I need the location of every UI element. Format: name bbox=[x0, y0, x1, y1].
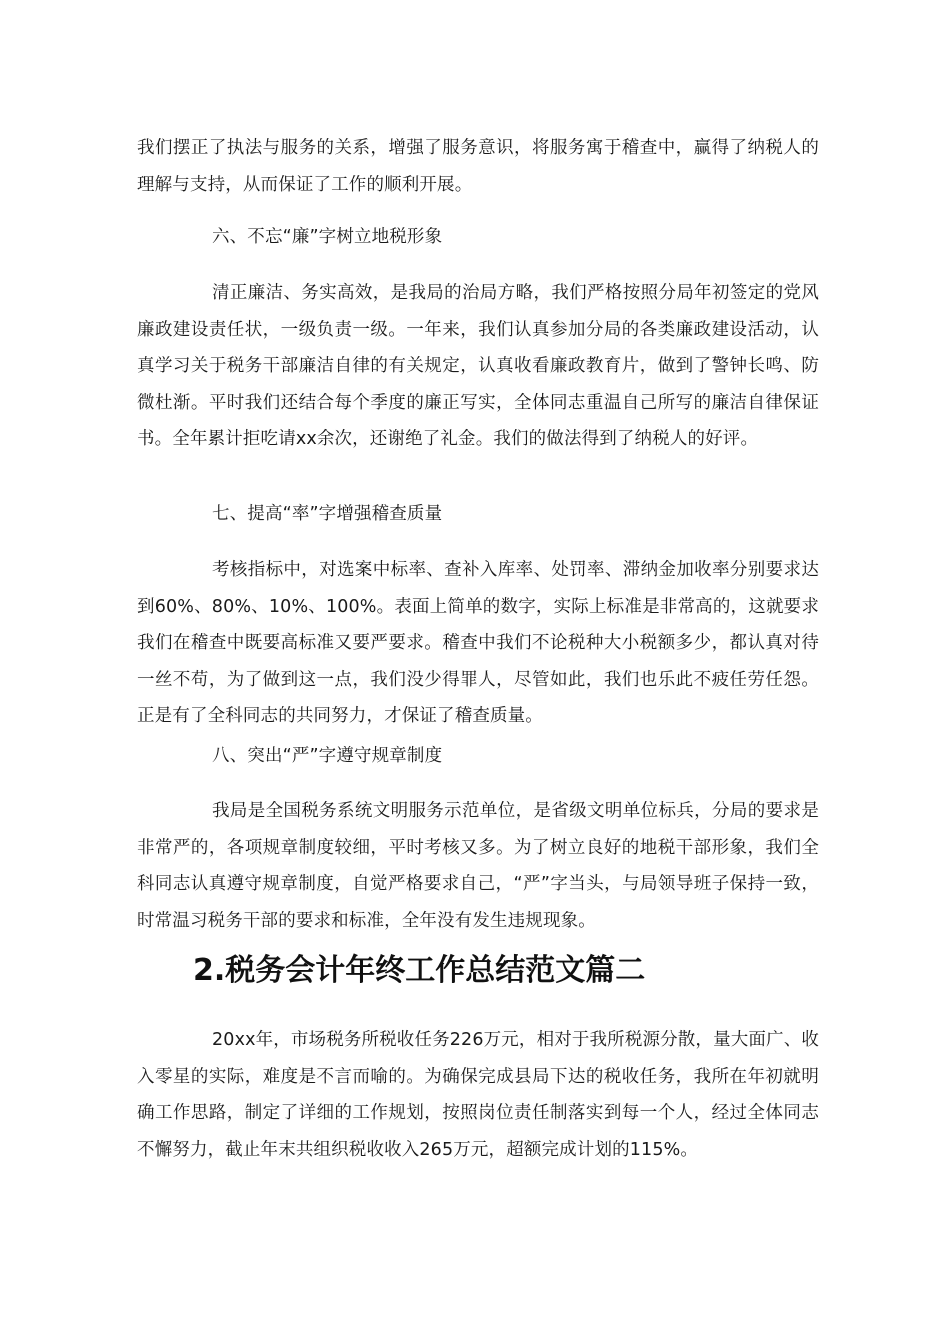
heading-section-eight: 八、突出“严”字遵守规章制度 bbox=[212, 746, 443, 766]
paragraph-integrity: 清正廉洁、务实高效，是我局的治局方略，我们严格按照分局年初签定的党风廉政建设责任状，一级负责一级。一年来，我们认真参加分局的各类廉政建设活动，认真学习关于税务干部廉洁自律的有关规定，认真收看廉政教育片，做到了警钟长鸣、防微杜渐。平时我们还结合每个季度的廉正写实，全体同志重温自己所写的廉洁自律保证书。全年累计拒吃请xx余次，还谢绝了礼金。我们的做法得到了纳税人的好评。 bbox=[137, 283, 819, 449]
paragraph-audit-quality: 考核指标中，对选案中标率、查补入库率、处罚率、滞纳金加收率分别要求达到60%、80%、10%、100%。表面上简单的数字，实际上标准是非常高的，这就要求我们在稽查中既要高标准又要严要求。稽查中我们不论税种大小税额多少，都认真对待一丝不苟，为了做到这一点，我们没少得罪人，尽管如此，我们也乐此不疲任劳任怨。正是有了全科同志的共同努力，才保证了稽查质量。 bbox=[137, 560, 819, 726]
paragraph-service-relation: 我们摆正了执法与服务的关系，增强了服务意识，将服务寓于稽查中，赢得了纳税人的理解与支持，从而保证了工作的顺利开展。 bbox=[137, 138, 819, 195]
paragraph-tax-revenue: 20xx年，市场税务所税收任务226万元，相对于我所税源分散，量大面广、收入零星的实际，难度是不言而喻的。为确保完成县局下达的税收任务，我所在年初就明确工作思路，制定了详细的工作规划，按照岗位责任制落实到每一个人，经过全体同志不懈努力，截止年末共组织税收收入265万元，超额完成计划的115%。 bbox=[137, 1030, 819, 1160]
section-title: 2.税务会计年终工作总结范文篇二 bbox=[193, 953, 646, 988]
paragraph-regulations: 我局是全国税务系统文明服务示范单位，是省级文明单位标兵，分局的要求是非常严的，各项规章制度较细，平时考核又多。为了树立良好的地税干部形象，我们全科同志认真遵守规章制度，自觉严格要求自己，“严”字当头，与局领导班子保持一致，时常温习税务干部的要求和标准，全年没有发生违规现象。 bbox=[137, 801, 819, 931]
heading-section-seven: 七、提高“率”字增强稽查质量 bbox=[212, 504, 443, 524]
heading-section-six: 六、不忘“廉”字树立地税形象 bbox=[212, 227, 443, 247]
